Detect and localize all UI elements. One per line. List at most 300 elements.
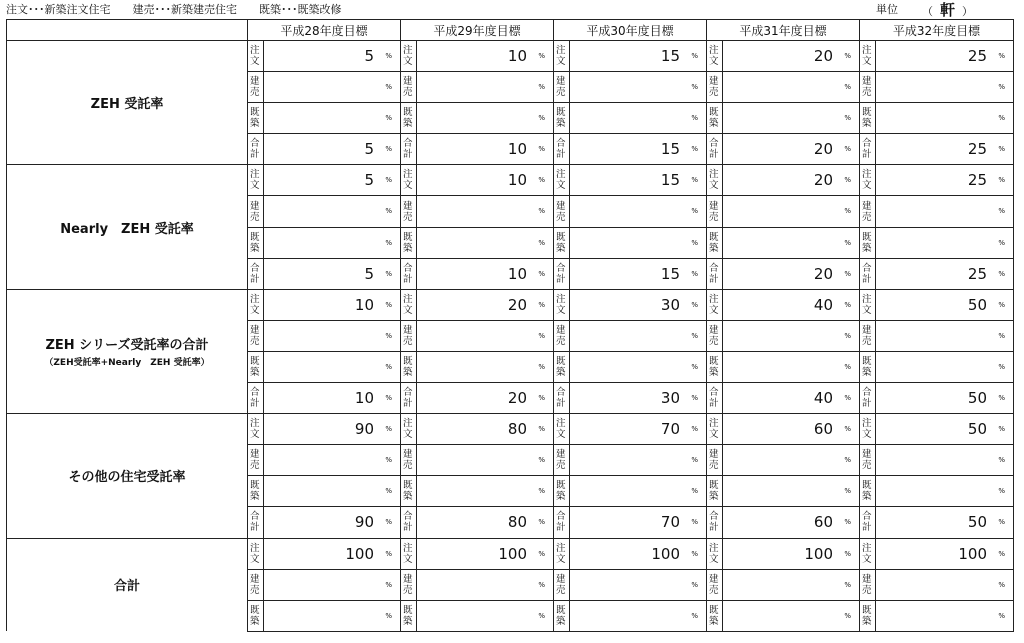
value-cell — [723, 134, 860, 165]
value-cell — [876, 72, 1014, 103]
row-type-char: 築 — [556, 118, 566, 130]
percent-sign: % — [385, 114, 392, 123]
row-type-char: 建 — [250, 324, 260, 336]
row-type-char: 文 — [403, 553, 413, 565]
percent-sign: % — [538, 362, 545, 371]
row-type-char: 売 — [556, 211, 566, 223]
row-type-label — [707, 320, 723, 351]
row-type-label — [248, 507, 264, 538]
value-cell — [570, 351, 707, 382]
row-type-char: 既 — [556, 107, 566, 119]
row-type-char: 注 — [250, 293, 260, 305]
value-cell — [876, 258, 1014, 289]
value-cell — [876, 414, 1014, 445]
value-cell — [723, 351, 860, 382]
percent-sign: % — [538, 611, 545, 620]
row-type-char: 建 — [556, 449, 566, 461]
row-type-label — [554, 507, 570, 538]
row-type-char: 文 — [862, 56, 872, 68]
row-type-char: 建 — [403, 324, 413, 336]
row-type-char: 合 — [403, 138, 413, 150]
value-number: 100 — [804, 544, 833, 563]
percent-sign: % — [844, 176, 851, 185]
row-type-char: 合 — [556, 262, 566, 274]
percent-sign: % — [844, 549, 851, 558]
percent-sign: % — [385, 456, 392, 465]
percent-sign: % — [691, 300, 698, 309]
row-type-label — [860, 507, 876, 538]
percent-sign: % — [538, 394, 545, 403]
value-number: 60 — [813, 513, 833, 532]
percent-sign: % — [998, 207, 1005, 216]
row-type-char: 築 — [250, 615, 260, 627]
row-type-label — [707, 476, 723, 507]
value-number: 25 — [967, 171, 987, 190]
row-type-char: 計 — [403, 398, 413, 410]
row-type-char: 売 — [862, 335, 872, 347]
value-number: 80 — [507, 420, 527, 439]
value-cell — [723, 569, 860, 600]
value-number: 25 — [967, 140, 987, 159]
row-type-char: 売 — [862, 211, 872, 223]
row-type-label — [860, 414, 876, 445]
percent-sign: % — [538, 300, 545, 309]
row-type-char: 築 — [709, 366, 719, 378]
column-header: 平成28年度目標 — [248, 20, 401, 41]
value-number: 100 — [498, 544, 527, 563]
percent-sign: % — [691, 580, 698, 589]
row-type-label — [860, 351, 876, 382]
row-type-label — [401, 538, 417, 569]
row-type-label — [248, 103, 264, 134]
row-type-label — [248, 72, 264, 103]
row-type-char: 既 — [709, 107, 719, 119]
value-number: 20 — [507, 295, 527, 314]
row-type-label — [707, 72, 723, 103]
row-type-char: 建 — [862, 449, 872, 461]
unit-label: 単位 — [876, 3, 898, 16]
percent-sign: % — [538, 331, 545, 340]
percent-sign: % — [538, 238, 545, 247]
row-type-char: 売 — [403, 87, 413, 99]
row-type-label — [401, 476, 417, 507]
percent-sign: % — [538, 176, 545, 185]
value-cell — [723, 72, 860, 103]
row-type-label — [707, 196, 723, 227]
row-type-label — [401, 383, 417, 414]
percent-sign: % — [385, 394, 392, 403]
row-type-char: 建 — [709, 324, 719, 336]
row-type-char: 合 — [862, 511, 872, 523]
percent-sign: % — [385, 331, 392, 340]
value-number: 30 — [660, 295, 680, 314]
row-type-char: 築 — [250, 118, 260, 130]
percent-sign: % — [844, 487, 851, 496]
value-number: 80 — [507, 513, 527, 532]
percent-sign: % — [691, 425, 698, 434]
value-cell — [723, 258, 860, 289]
value-cell — [570, 134, 707, 165]
row-type-char: 注 — [556, 293, 566, 305]
percent-sign: % — [538, 487, 545, 496]
percent-sign: % — [844, 269, 851, 278]
row-type-char: 売 — [250, 87, 260, 99]
row-type-char: 合 — [862, 262, 872, 274]
row-type-label — [554, 72, 570, 103]
percent-sign: % — [998, 83, 1005, 92]
value-cell — [264, 165, 401, 196]
row-type-label — [401, 569, 417, 600]
row-type-char: 合 — [709, 511, 719, 523]
row-type-char: 注 — [403, 542, 413, 554]
percent-sign: % — [385, 580, 392, 589]
row-type-label — [554, 351, 570, 382]
percent-sign: % — [844, 362, 851, 371]
row-type-char: 売 — [862, 460, 872, 472]
row-type-char: 築 — [250, 491, 260, 503]
row-type-char: 文 — [556, 56, 566, 68]
row-type-label — [401, 600, 417, 631]
row-type-char: 売 — [556, 87, 566, 99]
row-type-label — [554, 134, 570, 165]
row-type-label — [248, 351, 264, 382]
percent-sign: % — [844, 611, 851, 620]
row-type-label — [860, 476, 876, 507]
value-cell — [417, 414, 554, 445]
row-type-label — [707, 600, 723, 631]
value-cell — [570, 445, 707, 476]
value-number: 10 — [354, 295, 374, 314]
row-type-label — [707, 351, 723, 382]
value-number: 100 — [345, 544, 374, 563]
value-cell — [723, 383, 860, 414]
row-type-char: 注 — [709, 293, 719, 305]
row-type-char: 既 — [403, 355, 413, 367]
value-cell — [876, 600, 1014, 631]
row-type-label — [401, 351, 417, 382]
value-cell — [264, 351, 401, 382]
value-number: 100 — [958, 544, 987, 563]
row-type-label — [248, 600, 264, 631]
percent-sign: % — [998, 176, 1005, 185]
percent-sign: % — [385, 176, 392, 185]
unit-close-paren: ） — [962, 5, 974, 18]
value-cell — [264, 507, 401, 538]
row-type-char: 計 — [709, 398, 719, 410]
value-cell — [417, 476, 554, 507]
row-type-char: 売 — [709, 584, 719, 596]
row-type-char: 合 — [403, 262, 413, 274]
row-type-char: 計 — [403, 273, 413, 285]
row-type-label — [554, 600, 570, 631]
row-type-char: 売 — [709, 87, 719, 99]
value-number: 50 — [967, 389, 987, 408]
value-number: 20 — [813, 140, 833, 159]
row-type-label — [248, 227, 264, 258]
value-cell — [723, 165, 860, 196]
value-cell — [876, 476, 1014, 507]
row-type-char: 計 — [556, 149, 566, 161]
value-cell — [264, 320, 401, 351]
percent-sign: % — [691, 518, 698, 527]
category-cell — [7, 289, 248, 413]
value-cell — [570, 227, 707, 258]
row-type-label — [401, 320, 417, 351]
row-type-char: 築 — [403, 366, 413, 378]
percent-sign: % — [385, 362, 392, 371]
value-cell — [570, 414, 707, 445]
category-label: その他の住宅受託率 — [68, 470, 186, 486]
row-type-char: 建 — [862, 76, 872, 88]
percent-sign: % — [844, 114, 851, 123]
row-type-char: 計 — [250, 522, 260, 534]
value-number: 30 — [660, 389, 680, 408]
percent-sign: % — [844, 207, 851, 216]
row-type-label — [707, 258, 723, 289]
row-type-char: 文 — [403, 180, 413, 192]
value-cell — [723, 103, 860, 134]
category-cell — [7, 165, 248, 289]
row-type-char: 売 — [403, 211, 413, 223]
value-number: 5 — [364, 47, 374, 65]
value-cell — [876, 41, 1014, 72]
row-type-label — [860, 569, 876, 600]
row-type-label — [860, 320, 876, 351]
row-type-label — [554, 227, 570, 258]
value-cell — [417, 569, 554, 600]
value-cell — [417, 41, 554, 72]
row-type-label — [248, 476, 264, 507]
row-type-label — [248, 289, 264, 320]
row-type-char: 文 — [862, 304, 872, 316]
percent-sign: % — [538, 207, 545, 216]
row-type-char: 注 — [862, 45, 872, 57]
row-type-char: 注 — [556, 169, 566, 181]
value-cell — [723, 414, 860, 445]
row-type-char: 注 — [556, 542, 566, 554]
row-type-label — [248, 445, 264, 476]
value-cell — [417, 351, 554, 382]
row-type-label — [248, 320, 264, 351]
category-label: 合計 — [113, 579, 140, 595]
value-number: 100 — [651, 544, 680, 563]
row-type-char: 文 — [709, 180, 719, 192]
percent-sign: % — [998, 580, 1005, 589]
row-type-char: 売 — [403, 335, 413, 347]
percent-sign: % — [691, 269, 698, 278]
row-type-char: 注 — [709, 45, 719, 57]
row-type-char: 計 — [709, 273, 719, 285]
row-type-label — [707, 414, 723, 445]
percent-sign: % — [691, 611, 698, 620]
value-cell — [417, 165, 554, 196]
row-type-label — [248, 165, 264, 196]
unit-value — [922, 2, 973, 20]
row-type-char: 既 — [862, 231, 872, 243]
value-cell — [876, 507, 1014, 538]
value-number: 50 — [967, 420, 987, 439]
percent-sign: % — [844, 83, 851, 92]
value-cell — [570, 103, 707, 134]
percent-sign: % — [998, 362, 1005, 371]
value-cell — [264, 227, 401, 258]
row-type-char: 築 — [250, 366, 260, 378]
value-number: 5 — [364, 171, 374, 190]
row-type-char: 築 — [556, 491, 566, 503]
row-type-char: 建 — [403, 76, 413, 88]
value-cell — [876, 569, 1014, 600]
table-row — [7, 289, 1014, 320]
row-type-char: 合 — [250, 511, 260, 523]
percent-sign: % — [691, 487, 698, 496]
row-type-char: 計 — [403, 522, 413, 534]
row-type-char: 築 — [709, 615, 719, 627]
value-number: 70 — [660, 420, 680, 439]
row-type-label — [554, 445, 570, 476]
row-type-char: 既 — [556, 480, 566, 492]
row-type-label — [401, 103, 417, 134]
row-type-label — [554, 165, 570, 196]
value-cell — [570, 320, 707, 351]
value-cell — [264, 476, 401, 507]
value-cell — [417, 445, 554, 476]
row-type-char: 建 — [556, 200, 566, 212]
row-type-char: 築 — [403, 118, 413, 130]
value-cell — [570, 72, 707, 103]
header-line — [6, 2, 1020, 18]
percent-sign: % — [385, 83, 392, 92]
value-cell — [417, 289, 554, 320]
row-type-label — [401, 507, 417, 538]
row-type-char: 文 — [403, 429, 413, 441]
corner-cell — [7, 20, 248, 41]
value-cell — [723, 600, 860, 631]
row-type-char: 文 — [250, 56, 260, 68]
row-type-char: 既 — [403, 107, 413, 119]
row-type-char: 売 — [250, 460, 260, 472]
row-type-char: 建 — [250, 573, 260, 585]
row-type-char: 築 — [709, 242, 719, 254]
percent-sign: % — [998, 300, 1005, 309]
row-type-char: 建 — [250, 76, 260, 88]
row-type-label — [554, 196, 570, 227]
row-type-char: 計 — [250, 149, 260, 161]
value-number: 15 — [660, 264, 680, 283]
row-type-char: 合 — [709, 387, 719, 399]
percent-sign: % — [385, 300, 392, 309]
value-number: 10 — [507, 264, 527, 283]
row-type-char: 文 — [862, 180, 872, 192]
row-type-char: 既 — [403, 604, 413, 616]
row-type-label — [860, 258, 876, 289]
table-row — [7, 165, 1014, 196]
row-type-label — [401, 165, 417, 196]
value-number: 15 — [660, 47, 680, 65]
row-type-label — [248, 414, 264, 445]
row-type-char: 建 — [709, 573, 719, 585]
row-type-char: 売 — [709, 335, 719, 347]
row-type-char: 築 — [709, 118, 719, 130]
row-type-char: 売 — [862, 584, 872, 596]
row-type-char: 文 — [862, 553, 872, 565]
value-cell — [264, 289, 401, 320]
value-cell — [876, 383, 1014, 414]
percent-sign: % — [691, 331, 698, 340]
percent-sign: % — [844, 580, 851, 589]
row-type-char: 文 — [403, 56, 413, 68]
row-type-label — [554, 289, 570, 320]
percent-sign: % — [538, 456, 545, 465]
percent-sign: % — [998, 611, 1005, 620]
value-number: 40 — [813, 295, 833, 314]
row-type-label — [554, 41, 570, 72]
row-type-char: 売 — [250, 584, 260, 596]
row-type-label — [707, 383, 723, 414]
value-cell — [264, 383, 401, 414]
value-cell — [723, 41, 860, 72]
value-cell — [264, 103, 401, 134]
value-cell — [264, 72, 401, 103]
row-type-char: 計 — [862, 522, 872, 534]
value-number: 10 — [507, 47, 527, 65]
row-type-char: 合 — [862, 387, 872, 399]
row-type-label — [707, 289, 723, 320]
value-cell — [417, 538, 554, 569]
row-type-label — [860, 538, 876, 569]
row-type-label — [860, 41, 876, 72]
value-number: 25 — [967, 47, 987, 65]
percent-sign: % — [691, 114, 698, 123]
row-type-char: 計 — [862, 273, 872, 285]
row-type-label — [860, 383, 876, 414]
row-type-label — [707, 41, 723, 72]
value-number: 20 — [813, 171, 833, 190]
value-number: 50 — [967, 295, 987, 314]
percent-sign: % — [998, 518, 1005, 527]
percent-sign: % — [998, 238, 1005, 247]
value-cell — [723, 196, 860, 227]
percent-sign: % — [385, 238, 392, 247]
row-type-char: 建 — [556, 76, 566, 88]
value-number: 10 — [354, 389, 374, 408]
row-type-label — [707, 165, 723, 196]
value-number: 20 — [813, 264, 833, 283]
row-type-char: 注 — [403, 169, 413, 181]
percent-sign: % — [844, 394, 851, 403]
row-type-label — [554, 569, 570, 600]
row-type-char: 注 — [709, 169, 719, 181]
row-type-char: 既 — [556, 604, 566, 616]
row-type-char: 築 — [403, 242, 413, 254]
percent-sign: % — [691, 207, 698, 216]
value-number: 10 — [507, 171, 527, 190]
value-cell — [417, 103, 554, 134]
row-type-char: 築 — [250, 242, 260, 254]
row-type-label — [707, 103, 723, 134]
value-cell — [570, 538, 707, 569]
row-type-char: 既 — [403, 231, 413, 243]
value-number: 5 — [364, 264, 374, 283]
row-type-char: 売 — [403, 584, 413, 596]
row-type-label — [554, 414, 570, 445]
value-cell — [723, 227, 860, 258]
value-cell — [417, 320, 554, 351]
row-type-label — [860, 165, 876, 196]
value-cell — [876, 103, 1014, 134]
row-type-char: 売 — [250, 335, 260, 347]
percent-sign: % — [538, 114, 545, 123]
value-cell — [264, 600, 401, 631]
